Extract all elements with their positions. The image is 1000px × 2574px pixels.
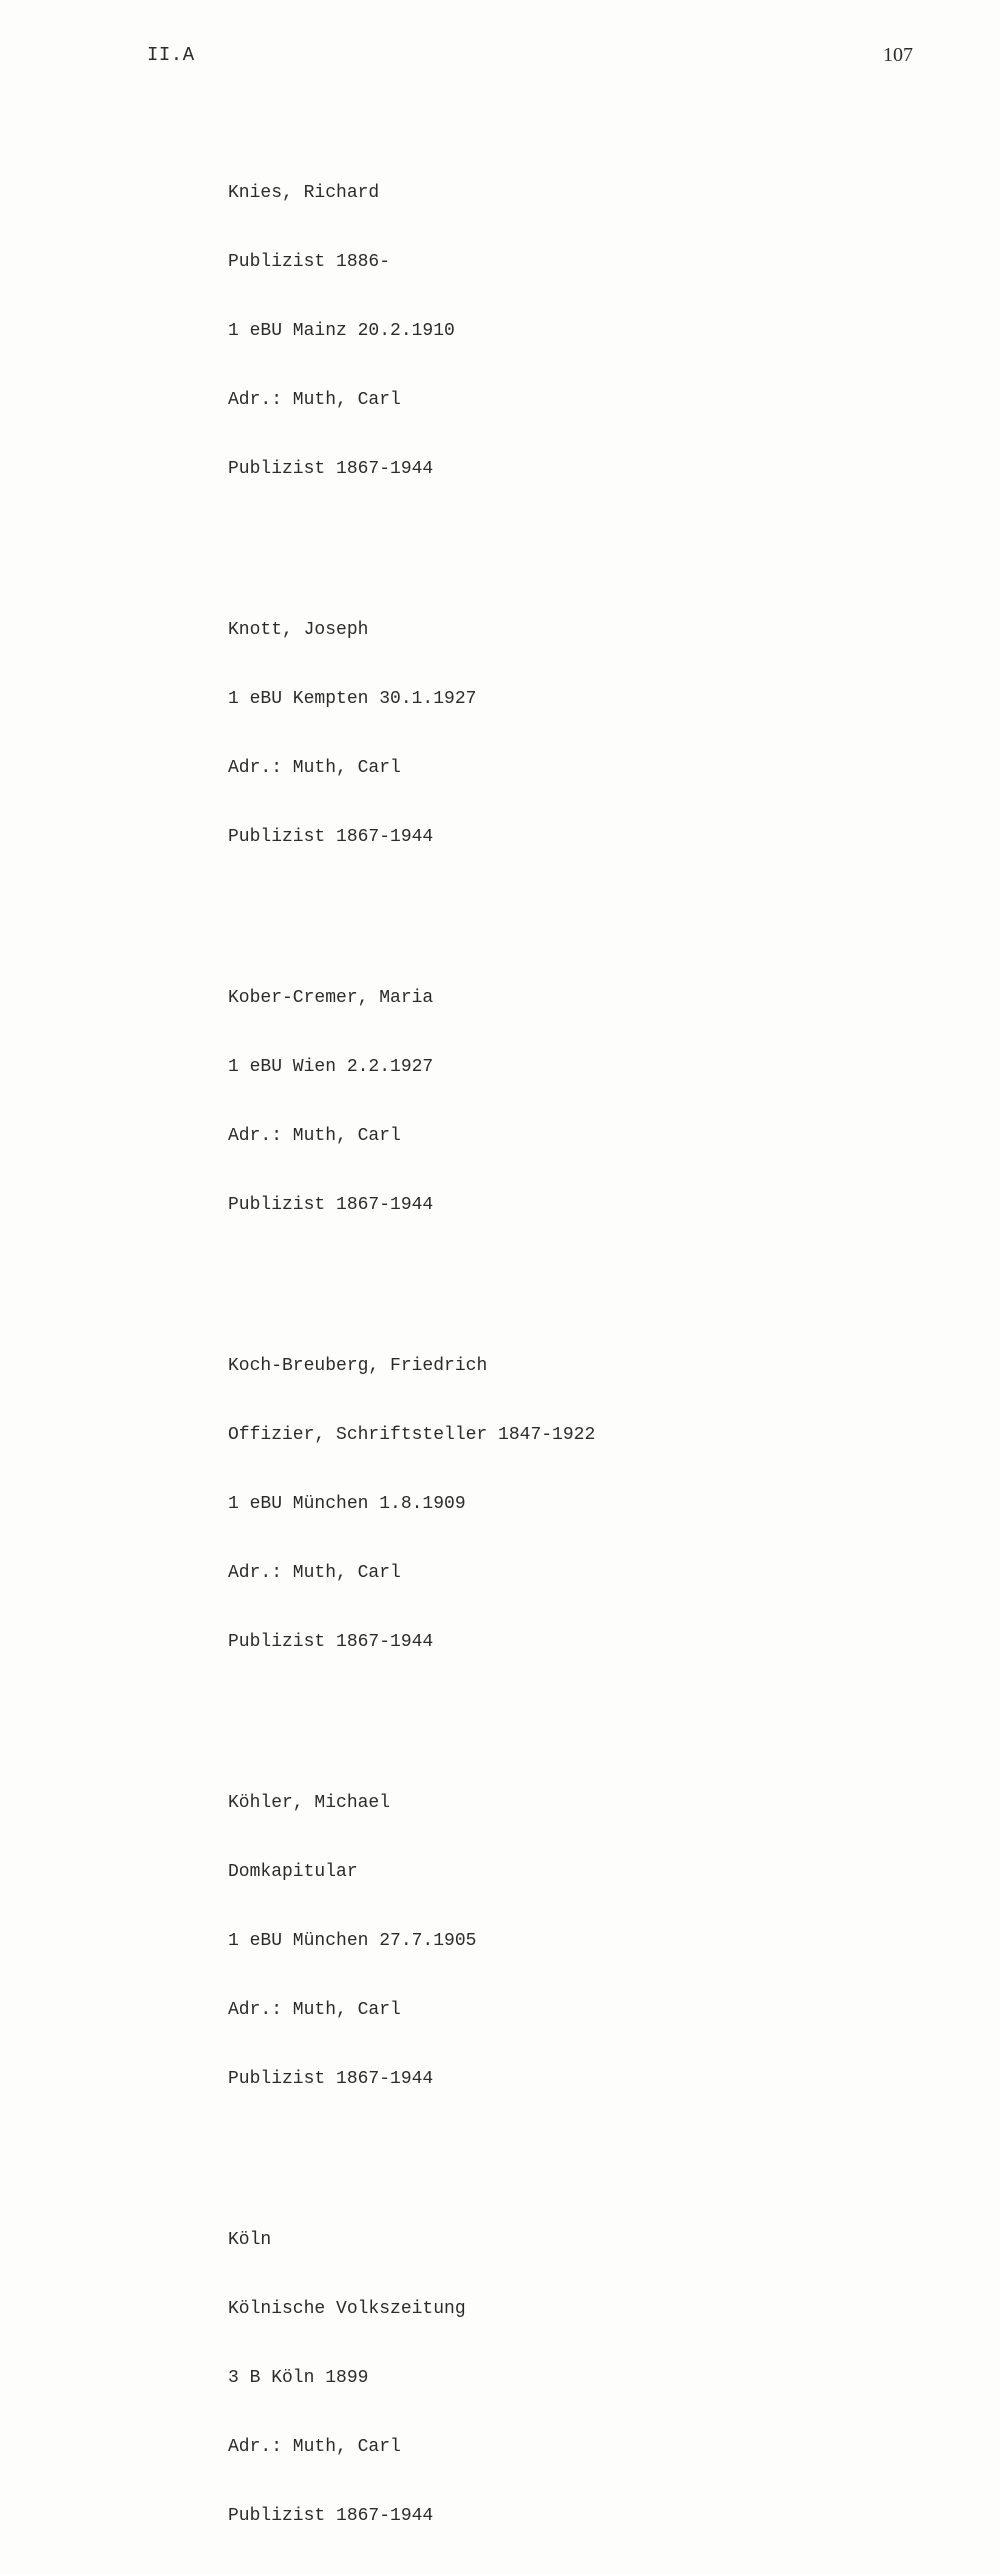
entry-name: Koch-Breuberg, Friedrich	[228, 1356, 488, 1376]
entry-addressee: Adr.: Muth, Carl	[228, 758, 401, 778]
entry-name: Köln	[228, 2230, 272, 2250]
entry-occupation: Kölnische Volkszeitung	[228, 2299, 466, 2319]
entry-addressee-detail: Publizist 1867-1944	[228, 1195, 434, 1215]
entry-name: Knott, Joseph	[228, 620, 369, 640]
entry-letter-record: 1 eBU Kempten 30.1.1927	[228, 689, 477, 709]
entry-kober-cremer	[228, 941, 928, 1263]
entry-addressee-detail: Publizist 1867-1944	[228, 1632, 434, 1652]
entry-knott	[228, 573, 928, 895]
entry-addressee: Adr.: Muth, Carl	[228, 390, 401, 410]
entry-koehler	[228, 1746, 928, 2137]
entry-addressee: Adr.: Muth, Carl	[228, 2437, 401, 2457]
entry-addressee: Adr.: Muth, Carl	[228, 1126, 401, 1146]
entry-letter-record: 1 eBU München 1.8.1909	[228, 1494, 466, 1514]
entry-letter-record: 3 B Köln 1899	[228, 2368, 369, 2388]
entry-occupation: Domkapitular	[228, 1862, 358, 1882]
entry-occupation: Offizier, Schriftsteller 1847-1922	[228, 1425, 596, 1445]
entry-koch-breuberg	[228, 1309, 928, 1700]
entry-letter-record: 1 eBU München 27.7.1905	[228, 1931, 477, 1951]
entry-addressee-detail: Publizist 1867-1944	[228, 459, 434, 479]
entry-list	[228, 136, 928, 2574]
entry-name: Köhler, Michael	[228, 1793, 391, 1813]
entry-name: Knies, Richard	[228, 183, 380, 203]
entry-addressee-detail: Publizist 1867-1944	[228, 827, 434, 847]
entry-letter-record: 1 eBU Mainz 20.2.1910	[228, 321, 455, 341]
entry-knies	[228, 136, 928, 527]
page-header	[0, 44, 1000, 70]
entry-letter-record: 1 eBU Wien 2.2.1927	[228, 1057, 434, 1077]
entry-addressee-detail: Publizist 1867-1944	[228, 2506, 434, 2526]
entry-occupation: Publizist 1886-	[228, 252, 391, 272]
section-label: II.A	[147, 44, 195, 66]
entry-addressee: Adr.: Muth, Carl	[228, 1563, 401, 1583]
page-number: 107	[883, 44, 913, 66]
entry-addressee-detail: Publizist 1867-1944	[228, 2069, 434, 2089]
entry-name: Kober-Cremer, Maria	[228, 988, 434, 1008]
entry-koeln	[228, 2183, 928, 2574]
entry-addressee: Adr.: Muth, Carl	[228, 2000, 401, 2020]
